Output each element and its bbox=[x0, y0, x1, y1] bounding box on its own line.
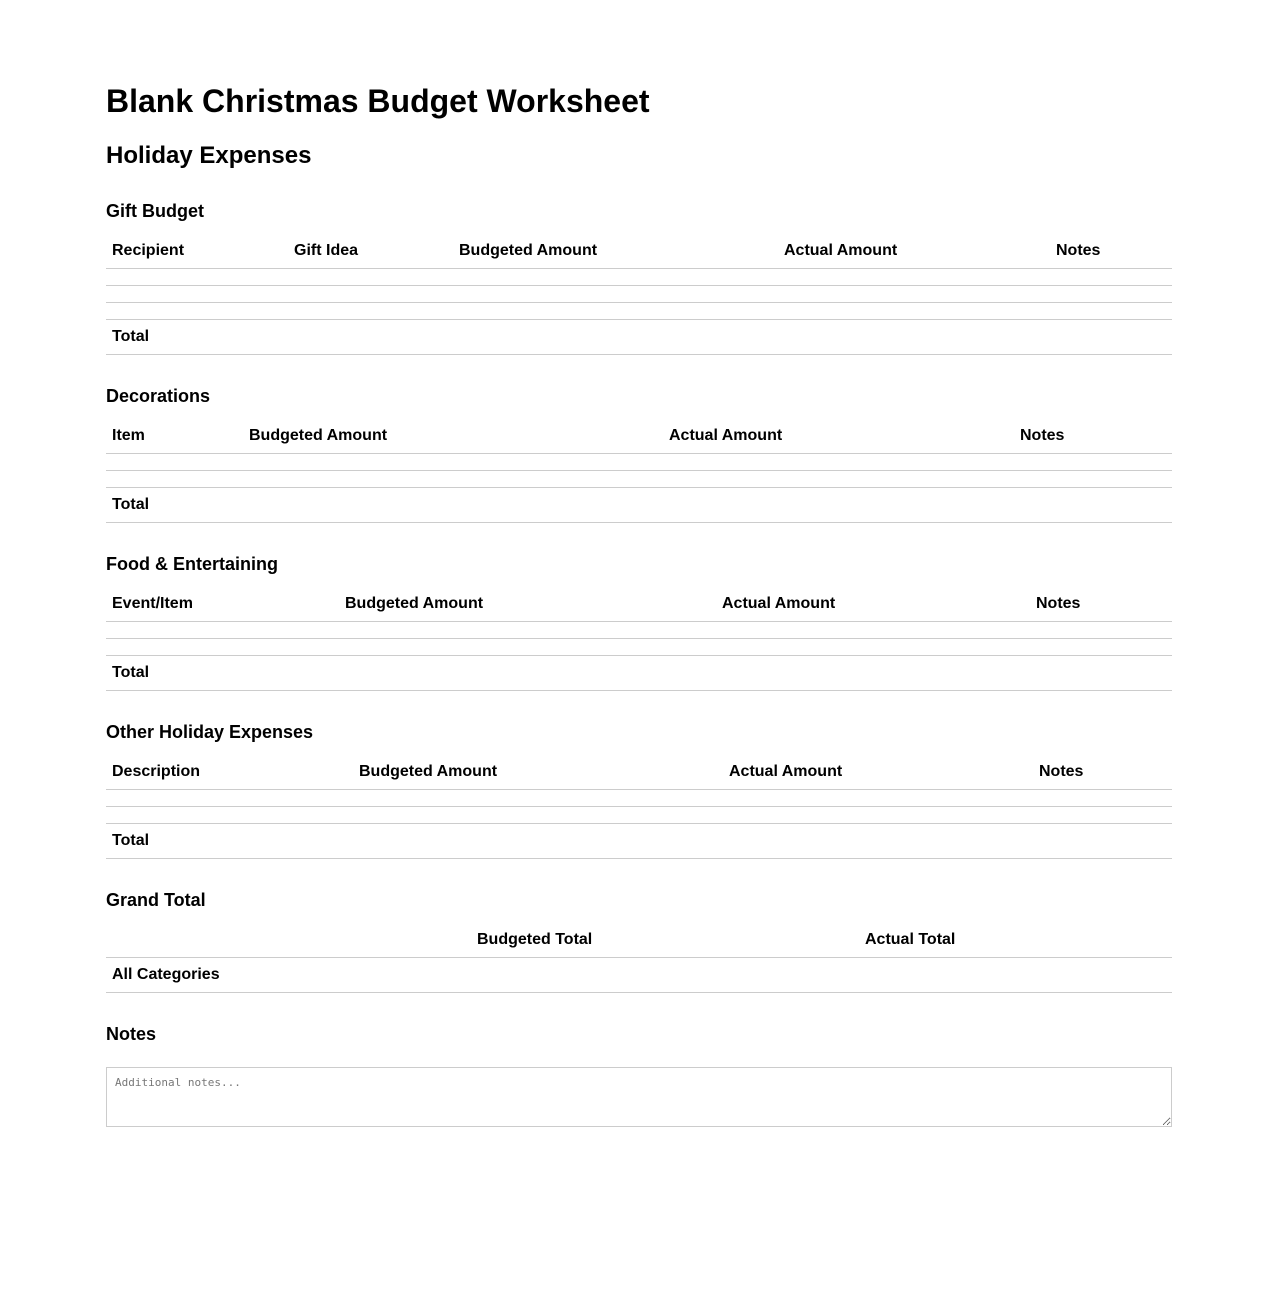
gift-budget-table bbox=[106, 234, 1172, 355]
total-label: Total bbox=[106, 824, 353, 859]
other-expenses-heading: Other Holiday Expenses bbox=[106, 722, 314, 742]
column-header: Budgeted Amount bbox=[353, 755, 723, 790]
grand-total-heading: Grand Total bbox=[106, 890, 206, 910]
gift-budget-heading: Gift Budget bbox=[106, 201, 204, 221]
table-header-row bbox=[106, 587, 1172, 622]
grand-total-table bbox=[106, 923, 1172, 993]
column-header: Recipient bbox=[106, 234, 288, 269]
column-header: Actual Amount bbox=[716, 587, 1030, 622]
column-header: Notes bbox=[1030, 587, 1172, 622]
notes-heading: Notes bbox=[106, 1024, 157, 1044]
column-header: Actual Total bbox=[859, 923, 1172, 958]
column-header: Budgeted Amount bbox=[243, 419, 663, 454]
table-row[interactable] bbox=[106, 471, 1172, 488]
column-header: Description bbox=[106, 755, 353, 790]
decorations-heading: Decorations bbox=[106, 386, 211, 406]
all-categories-label: All Categories bbox=[106, 958, 471, 993]
table-row[interactable] bbox=[106, 790, 1172, 807]
total-row bbox=[106, 824, 1172, 859]
total-row bbox=[106, 320, 1172, 355]
total-label: Total bbox=[106, 320, 288, 355]
table-row[interactable] bbox=[106, 269, 1172, 286]
food-table bbox=[106, 587, 1172, 691]
table-header-row bbox=[106, 234, 1172, 269]
total-row bbox=[106, 488, 1172, 523]
table-row[interactable] bbox=[106, 639, 1172, 656]
other-expenses-table bbox=[106, 755, 1172, 859]
total-label: Total bbox=[106, 488, 243, 523]
total-label: Total bbox=[106, 656, 339, 691]
column-header: Budgeted Amount bbox=[453, 234, 778, 269]
decorations-table bbox=[106, 419, 1172, 523]
section-title: Holiday Expenses bbox=[106, 142, 312, 169]
table-header-row bbox=[106, 419, 1172, 454]
column-header: Notes bbox=[1050, 234, 1172, 269]
table-row[interactable] bbox=[106, 286, 1172, 303]
column-header: Event/Item bbox=[106, 587, 339, 622]
all-categories-row bbox=[106, 958, 1172, 993]
column-header: Item bbox=[106, 419, 243, 454]
table-header-row bbox=[106, 755, 1172, 790]
table-row[interactable] bbox=[106, 807, 1172, 824]
total-row bbox=[106, 656, 1172, 691]
column-header bbox=[106, 923, 471, 958]
column-header: Notes bbox=[1014, 419, 1172, 454]
column-header: Actual Amount bbox=[663, 419, 1014, 454]
page-title: Blank Christmas Budget Worksheet bbox=[106, 83, 650, 119]
column-header: Actual Amount bbox=[723, 755, 1033, 790]
column-header: Budgeted Amount bbox=[339, 587, 716, 622]
column-header: Notes bbox=[1033, 755, 1172, 790]
food-heading: Food & Entertaining bbox=[106, 554, 278, 574]
table-header-row bbox=[106, 923, 1172, 958]
column-header: Budgeted Total bbox=[471, 923, 859, 958]
table-row[interactable] bbox=[106, 454, 1172, 471]
worksheet bbox=[106, 83, 1172, 1127]
column-header: Actual Amount bbox=[778, 234, 1050, 269]
column-header: Gift Idea bbox=[288, 234, 453, 269]
table-row[interactable] bbox=[106, 622, 1172, 639]
notes-textarea[interactable] bbox=[106, 1067, 1172, 1127]
table-row[interactable] bbox=[106, 303, 1172, 320]
